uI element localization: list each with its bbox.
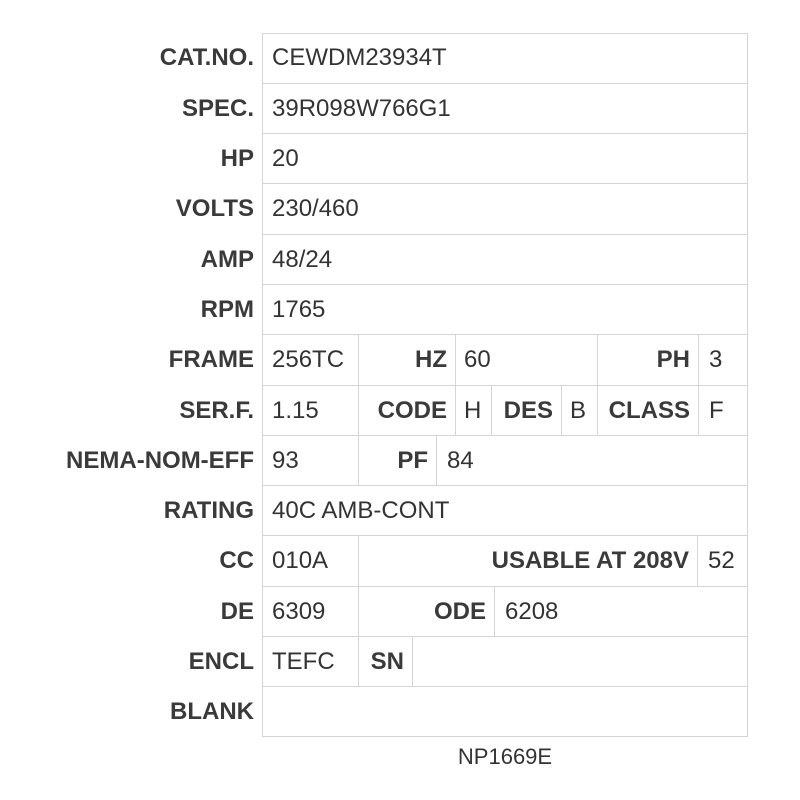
cat-no-value: CEWDM23934T [262, 33, 748, 84]
spec-value: 39R098W766G1 [262, 84, 748, 134]
hz-label: HZ [359, 335, 456, 386]
ser-f-value: 1.15 [262, 386, 359, 436]
hp-label: HP [220, 145, 254, 172]
amp-value: 48/24 [262, 235, 748, 285]
rpm-label: RPM [200, 296, 254, 323]
volts-label: VOLTS [175, 195, 254, 222]
class-value: F [699, 386, 748, 436]
ode-value: 6208 [495, 587, 748, 637]
usable-at-208v-value: 52 [698, 536, 748, 587]
rating-label: RATING [163, 497, 254, 524]
pf-value: 84 [437, 436, 748, 486]
pf-label: PF [359, 436, 437, 486]
des-value: B [562, 386, 598, 436]
sn-value [413, 637, 748, 687]
frame-value: 256TC [262, 335, 359, 386]
cc-label: CC [219, 547, 254, 574]
cat-no-label: CAT.NO. [159, 44, 254, 71]
encl-value: TEFC [262, 637, 359, 687]
nameplate-grid [262, 33, 748, 737]
blank-value [262, 687, 748, 737]
sn-label: SN [359, 637, 413, 687]
nema-nom-eff-label: NEMA-NOM-EFF [66, 447, 254, 474]
usable-at-208v-label: USABLE AT 208V [359, 536, 698, 587]
de-label: DE [220, 598, 254, 625]
hz-value: 60 [456, 335, 598, 386]
hp-value: 20 [262, 134, 748, 184]
des-label: DES [492, 386, 562, 436]
amp-label: AMP [200, 246, 254, 273]
blank-label: BLANK [170, 698, 254, 725]
encl-label: ENCL [188, 648, 254, 675]
de-value: 6309 [262, 587, 359, 637]
rating-value: 40C AMB-CONT [262, 486, 748, 536]
ph-label: PH [598, 335, 699, 386]
volts-value: 230/460 [262, 184, 748, 235]
ode-label: ODE [359, 587, 495, 637]
code-value: H [456, 386, 492, 436]
ph-value: 3 [699, 335, 748, 386]
nema-nom-eff-value: 93 [262, 436, 359, 486]
code-label: CODE [359, 386, 456, 436]
part-number: NP1669E [457, 744, 553, 769]
class-label: CLASS [598, 386, 699, 436]
cc-value: 010A [262, 536, 359, 587]
spec-label: SPEC. [181, 95, 254, 122]
frame-label: FRAME [168, 346, 254, 373]
ser-f-label: SER.F. [179, 397, 254, 424]
rpm-value: 1765 [262, 285, 748, 335]
